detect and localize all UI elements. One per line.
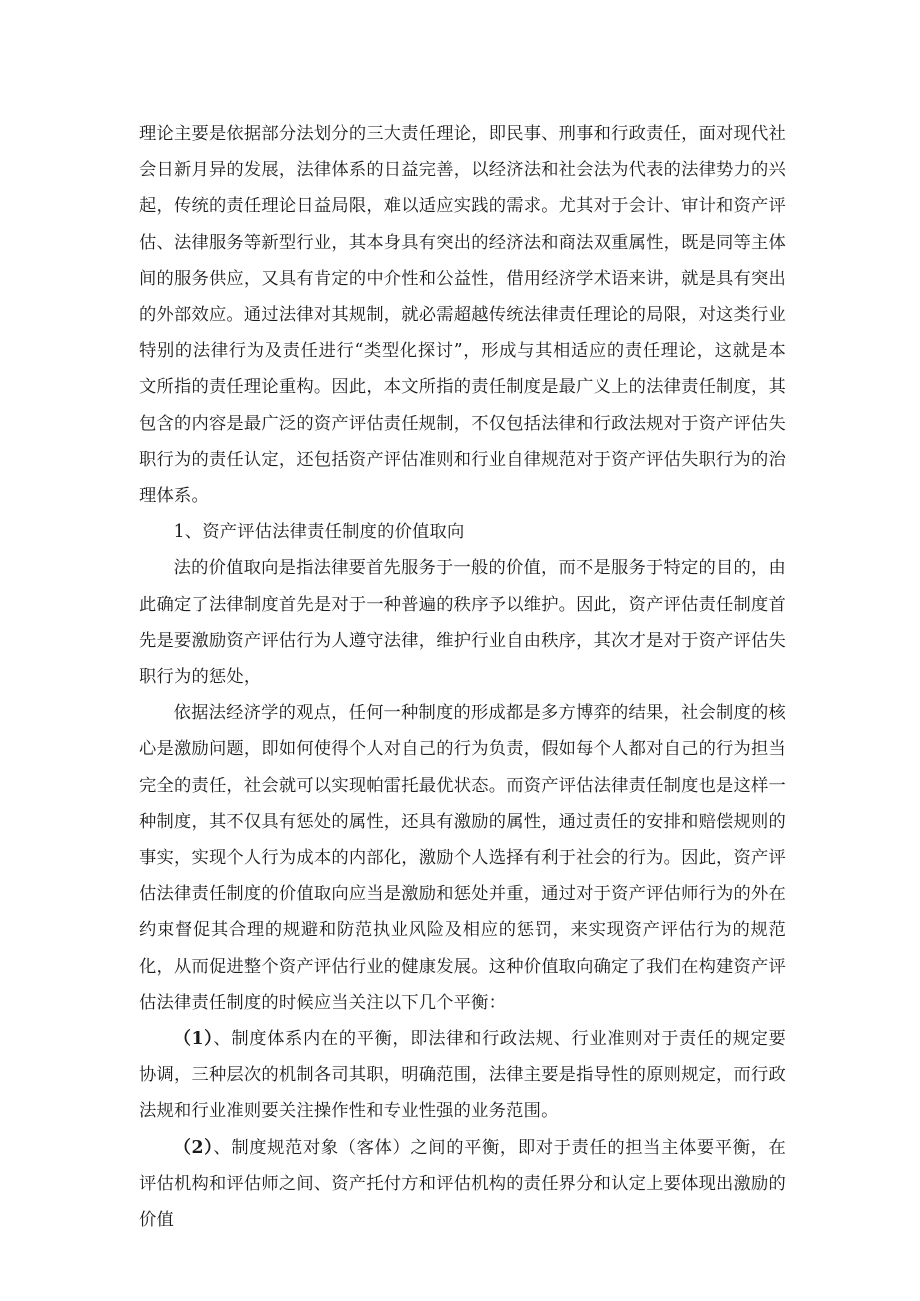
list-item-2	[139, 1130, 786, 1239]
paragraph-law-economics: 依据法经济学的观点，任何一种制度的形成都是多方博弈的结果，社会制度的核心是激励问题，即如何使得个人对自己的行为负责，假如每个人都对自己的行为担当完全的责任，社会就可以实现帕雷托最优状态。而资产评估法律责任制度也是这样一种制度，其不仅具有惩处的属性，还具有激励的属性，通过责任的安排和赔偿规则的事实，实现个人行为成本的内部化，激励个人选择有利于社会的行为。因此，资产评估法律责任制度的价值取向应当是激励和惩处并重，通过对于资产评估师行为的外在约束督促其合理的规避和防范执业风险及相应的惩罚，来实现资产评估行为的规范化，从而促进整个资产评估行业的健康发展。这种价值取向确定了我们在构建资产评估法律责任制度的时候应当关注以下几个平衡：	[139, 703, 786, 1013]
section-heading: 1、资产评估法律责任制度的价值取向	[173, 522, 465, 543]
list-item-1	[139, 1021, 786, 1130]
list-item-1-number: （1）	[173, 1029, 214, 1050]
paragraph-intro: 理论主要是依据部分法划分的三大责任理论，即民事、刑事和行政责任，面对现代社会日新月异的发展，法律体系的日益完善，以经济法和社会法为代表的法律势力的兴起，传统的责任理论日益局限，难以适应实践的需求。尤其对于会计、审计和资产评估、法律服务等新型行业，其本身具有突出的经济法和商法双重属性，既是同等主体间的服务供应，又具有肯定的中介性和公益性，借用经济学术语来讲，就是具有突出的外部效应。通过法律对其规制，就必需超越传统法律责任理论的局限，对这类行业特别的法律行为及责任进行“类型化探讨”，形成与其相适应的责任理论，这就是本文所指的责任理论重构。因此，本文所指的责任制度是最广义上的法律责任制度，其包含的内容是最广泛的资产评估责任规制，不仅包括法律和行政法规对于资产评估失职行为的责任认定，还包括资产评估准则和行业自律规范对于资产评估失职行为的治理体系。	[139, 124, 786, 507]
list-item-2-text: 、制度规范对象（客体）之间的平衡，即对于责任的担当主体要平衡，在评估机构和评估师之间、资产托付方和评估机构的责任界分和认定上要体现出激励的价值	[139, 1137, 787, 1231]
list-item-2-number: （2）	[173, 1137, 214, 1158]
list-item-1-text: 、制度体系内在的平衡，即法律和行政法规、行业准则对于责任的规定要协调，三种层次的机制各司其职，明确范围，法律主要是指导性的原则规定，而行政法规和行业准则要关注操作性和专业性强的业务范围。	[139, 1029, 787, 1122]
document-body	[139, 116, 786, 1238]
paragraph-value-orientation: 法的价值取向是指法律要首先服务于一般的价值，而不是服务于特定的目的，由此确定了法律制度首先是对于一种普遍的秩序予以维护。因此，资产评估责任制度首先是要激励资产评估行为人遵守法律，维护行业自由秩序，其次才是对于资产评估失职行为的惩处，	[139, 558, 786, 688]
